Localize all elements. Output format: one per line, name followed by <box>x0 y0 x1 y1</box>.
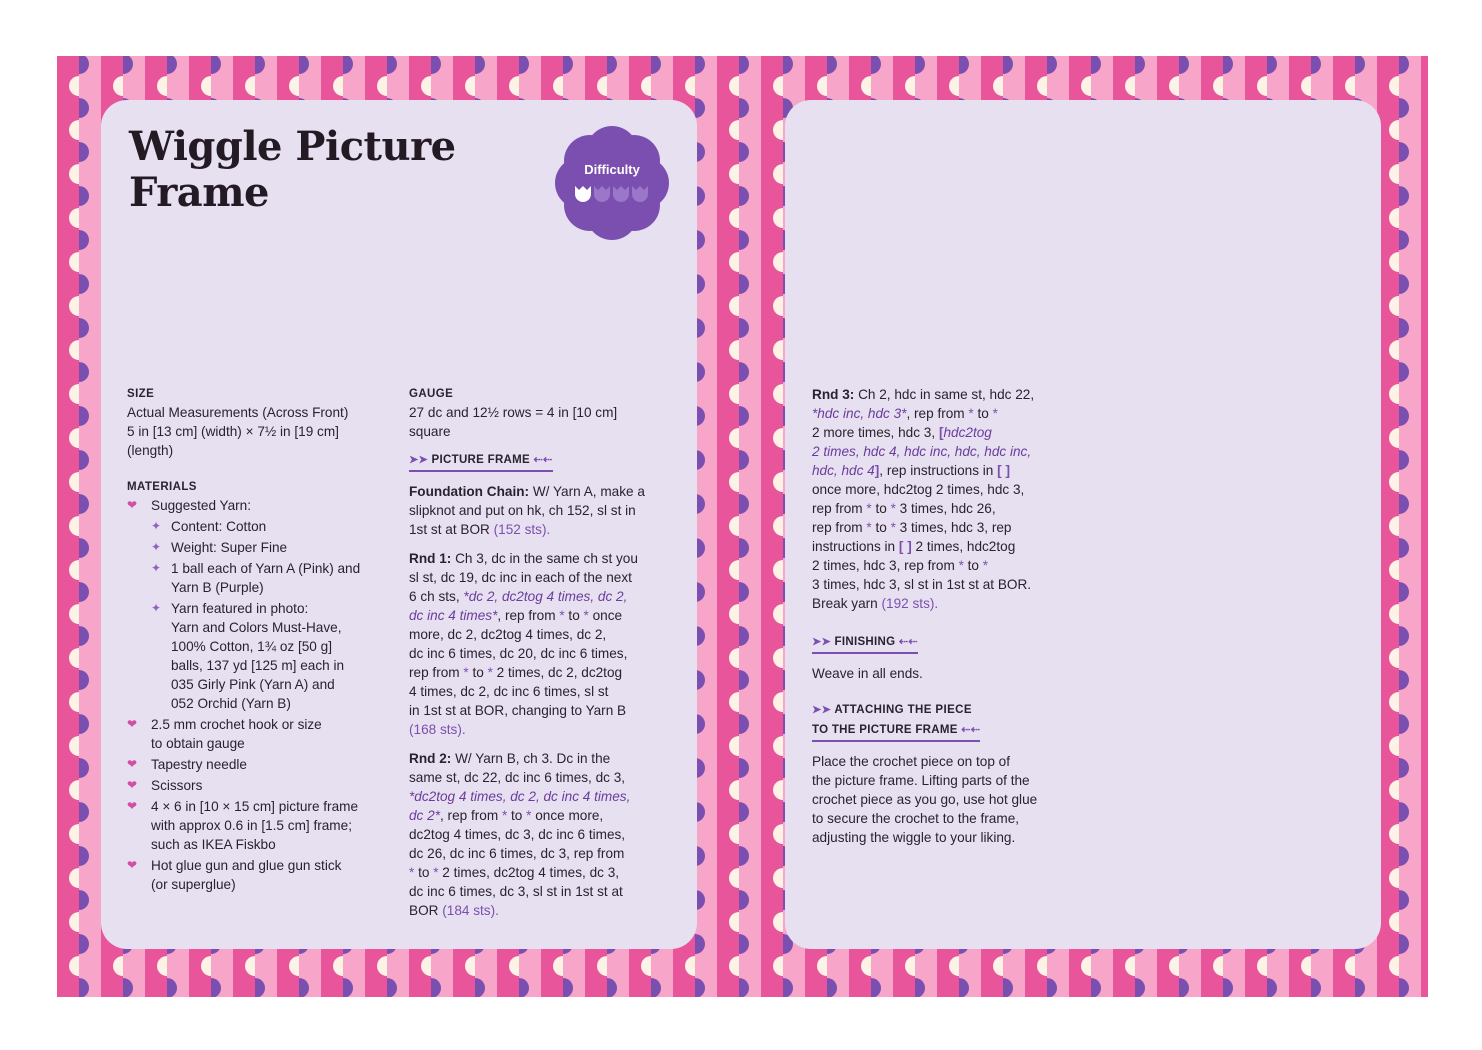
list-item: ❤ Scissors <box>127 776 392 795</box>
arrow-right-icon: ➤➤ <box>409 454 429 466</box>
left-page-card <box>101 100 697 949</box>
list-item: ❤ 2.5 mm crochet hook or size to obtain gauge <box>127 715 392 753</box>
list-item: ❤ 4 × 6 in [10 × 15 cm] picture frame with approx 0.6 in [1.5 cm] frame; such as IKEA Fiskbo <box>127 797 392 854</box>
instructions-column <box>409 385 679 930</box>
arrow-right-icon: ➤➤ <box>812 636 832 648</box>
materials-list <box>127 496 392 894</box>
instructions-column-continued <box>812 385 1082 857</box>
arrow-right-icon: ➤➤ <box>812 704 832 716</box>
size-label: SIZE <box>127 388 155 400</box>
size-line: 5 in [13 cm] (width) × 7½ in [19 cm] <box>127 424 339 439</box>
difficulty-tulip-icons <box>572 184 652 204</box>
arrow-left-icon: ⇠⇠ <box>533 454 553 466</box>
attaching-text: Place the crochet piece on top of the picture frame. Lifting parts of the crochet piece as you go, use hot glue to secure the crochet to the frame, adjusting the wiggle to your liking. <box>812 754 1038 845</box>
arrow-left-icon: ⇠⇠ <box>898 636 918 648</box>
gauge-line: 27 dc and 12½ rows = 4 in [10 cm] <box>409 405 618 420</box>
materials-column <box>127 385 392 896</box>
gauge-line: square <box>409 424 451 439</box>
list-item: ✦ 1 ball each of Yarn A (Pink) and Yarn B (Purple) <box>151 559 392 597</box>
materials-label: MATERIALS <box>127 481 197 493</box>
section-heading-attaching: ➤➤ ATTACHING THE PIECE TO THE PICTURE FRAME ⇠⇠ <box>812 701 1082 752</box>
list-item: ✦ Yarn featured in photo: Yarn and Colors Must-Have, 100% Cotton, 1¾ oz [50 g] balls, 137 yd [125 m] each in 035 Girly Pink (Yarn A) and 052 Orchid (Yarn B) <box>151 599 392 713</box>
size-line: (length) <box>127 443 174 458</box>
finishing-text: Weave in all ends. <box>812 666 923 681</box>
title-line-2: Frame <box>129 169 269 216</box>
tulip-icon <box>632 186 648 202</box>
list-item: ❤ Suggested Yarn: ✦ Content: Cotton ✦ Weight: Super Fine ✦ 1 ball each of Yarn A (Pink) and Yarn B (Purple) ✦ Yarn featured in photo: Yarn and Colors Must-Have, 100% Cotton, 1¾ oz [50 g] balls, 137 yd [125 m] each in 035 Girly Pink (Yarn A) and 052 Orchid (Yarn B) <box>127 496 392 713</box>
difficulty-badge <box>555 126 669 240</box>
size-line: Actual Measurements (Across Front) <box>127 405 349 420</box>
yarn-details-list <box>151 517 392 713</box>
list-item: ❤ Hot glue gun and glue gun stick (or superglue) <box>127 856 392 894</box>
list-item: ❤ Tapestry needle <box>127 755 392 774</box>
round-2: Rnd 2: W/ Yarn B, ch 3. Dc in the same st, dc 22, dc inc 6 times, dc 3, *dc2tog 4 times, dc 2, dc inc 4 times, dc 2*, rep from * to * once more, dc2tog 4 times, dc 3, dc inc 6 times, dc 26, dc inc 6 times, dc 3, rep from * to * 2 times, dc2tog 4 times, dc 3, dc inc 6 times, dc 3, sl st in 1st st at BOR (184 sts). <box>409 751 631 918</box>
title-line-1: Wiggle Picture <box>129 123 456 170</box>
round-1: Rnd 1: Ch 3, dc in the same ch st you sl st, dc 19, dc inc in each of the next 6 ch sts, *dc 2, dc2tog 4 times, dc 2, dc inc 4 times*, rep from * to * once more, dc 2, dc2tog 4 times, dc 2, dc inc 6 times, dc 20, dc inc 6 times, rep from * to * 2 times, dc 2, dc2tog 4 times, dc 2, dc inc 6 times, sl st in 1st st at BOR, changing to Yarn B (168 sts). <box>409 551 638 737</box>
tulip-icon <box>575 186 591 202</box>
gauge-label: GAUGE <box>409 388 454 400</box>
right-page-card <box>785 100 1381 949</box>
tulip-icon <box>613 186 629 202</box>
list-item: ✦ Weight: Super Fine <box>151 538 392 557</box>
difficulty-label: Difficulty <box>584 162 640 177</box>
list-item: ✦ Content: Cotton <box>151 517 392 536</box>
page-title <box>129 124 456 216</box>
arrow-left-icon: ⇠⇠ <box>961 724 981 736</box>
page-spread <box>57 56 1428 997</box>
tulip-icon <box>594 186 610 202</box>
section-heading-picture-frame: ➤➤ PICTURE FRAME ⇠⇠ <box>409 451 553 472</box>
section-heading-finishing: ➤➤ FINISHING ⇠⇠ <box>812 633 918 654</box>
round-3: Rnd 3: Ch 2, hdc in same st, hdc 22, *hdc inc, hdc 3*, rep from * to * 2 more times, hdc 3, [hdc2tog 2 times, hdc 4, hdc inc, hdc, hdc inc, hdc, hdc 4], rep instructions in [ ] once more, hdc2tog 2 times, hdc 3, rep from * to * 3 times, hdc 26, rep from * to * 3 times, hdc 3, rep instructions in [ ] 2 times, hdc2tog 2 times, hdc 3, rep from * to * 3 times, hdc 3, sl st in 1st st at BOR. Break yarn (192 sts). <box>812 387 1035 611</box>
flower-badge-shape <box>555 126 669 240</box>
foundation-chain: Foundation Chain: W/ Yarn A, make a slipknot and put on hk, ch 152, sl st in 1st st at BOR (152 sts). <box>409 484 645 537</box>
